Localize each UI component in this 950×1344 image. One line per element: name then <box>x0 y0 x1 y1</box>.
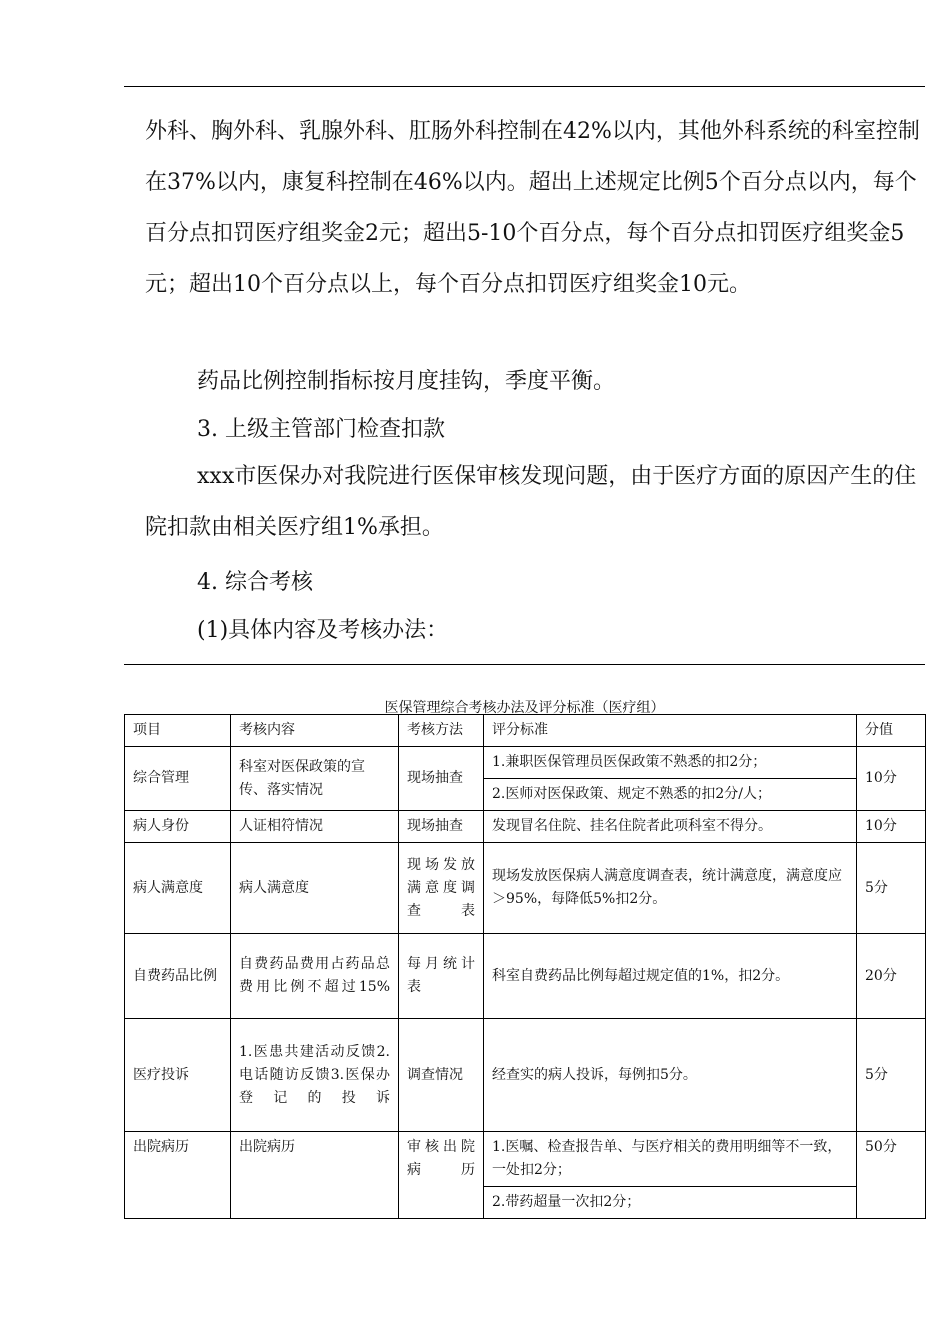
cell-item: 出院病历 <box>125 1132 231 1219</box>
cell-criteria: 现场发放医保病人满意度调查表，统计满意度，满意度应＞95%，每降低5%扣2分。 <box>484 843 857 934</box>
cell-method: 现场抽查 <box>399 811 484 843</box>
cell-criteria: 经查实的病人投诉，每例扣5分。 <box>484 1019 857 1132</box>
cell-score: 5分 <box>857 843 926 934</box>
cell-criteria <box>484 1132 857 1219</box>
criteria-line: 1.兼职医保管理员医保政策不熟悉的扣2分； <box>492 754 767 770</box>
criteria-line: 2.带药超量一次扣2分； <box>484 1186 856 1218</box>
table-row <box>125 843 926 934</box>
header-item: 项目 <box>125 715 231 747</box>
paragraph-deduction: xxx市医保办对我院进行医保审核发现问题，由于医疗方面的原因产生的住院扣款由相关医疗组1%承担。 <box>145 464 917 540</box>
table-row <box>125 1132 926 1219</box>
table-row <box>125 934 926 1019</box>
cell-content: 人证相符情况 <box>231 811 399 843</box>
cell-content: 科室对医保政策的宣传、落实情况 <box>231 747 399 811</box>
table-row <box>125 1019 926 1132</box>
cell-method: 每月统计表 <box>399 934 484 1019</box>
cell-criteria: 科室自费药品比例每超过规定值的1%，扣2分。 <box>484 934 857 1019</box>
criteria-line: 1.医嘱、检查报告单、与医疗相关的费用明细等不一致，一处扣2分； <box>492 1139 842 1178</box>
table-caption: 医保管理综合考核办法及评分标准（医疗组） <box>384 700 665 716</box>
criteria-line: 2.医师对医保政策、规定不熟悉的扣2分/人； <box>484 778 856 810</box>
table-row <box>125 811 926 843</box>
top-rule <box>124 86 925 87</box>
cell-criteria <box>484 747 857 811</box>
heading-section-4-1: (1)具体内容及考核办法： <box>197 618 449 643</box>
cell-content: 自费药品费用占药品总费用比例不超过15% <box>231 934 399 1019</box>
cell-criteria: 发现冒名住院、挂名住院者此项科室不得分。 <box>484 811 857 843</box>
cell-content: 出院病历 <box>231 1132 399 1219</box>
paragraph-monthly-link: 药品比例控制指标按月度挂钩，季度平衡。 <box>197 369 616 394</box>
cell-method: 审核出院病历 <box>399 1132 484 1219</box>
paragraph-drug-ratio: 外科、胸外科、乳腺外科、肛肠外科控制在42%以内，其他外科系统的科室控制在37%以内，康复科控制在46%以内。超出上述规定比例5个百分点以内，每个百分点扣罚医疗组奖金2元；超出5-10个百分点，每个百分点扣罚医疗组奖金5元；超出10个百分点以上，每个百分点扣罚医疗组奖金10元。 <box>145 119 920 297</box>
header-content: 考核内容 <box>231 715 399 747</box>
cell-item: 综合管理 <box>125 747 231 811</box>
header-criteria: 评分标准 <box>484 715 857 747</box>
header-method: 考核方法 <box>399 715 484 747</box>
cell-method: 调查情况 <box>399 1019 484 1132</box>
cell-item: 病人满意度 <box>125 843 231 934</box>
cell-score: 50分 <box>857 1132 926 1219</box>
cell-method: 现场抽查 <box>399 747 484 811</box>
cell-item: 医疗投诉 <box>125 1019 231 1132</box>
table-header-row <box>125 715 926 747</box>
cell-content: 病人满意度 <box>231 843 399 934</box>
table-row <box>125 747 926 811</box>
cell-item: 病人身份 <box>125 811 231 843</box>
assessment-table <box>124 714 926 1219</box>
cell-item: 自费药品比例 <box>125 934 231 1019</box>
section-rule <box>124 664 925 665</box>
cell-content: 1.医患共建活动反馈2.电话随访反馈3.医保办登记的投诉 <box>231 1019 399 1132</box>
heading-section-4: 4. 综合考核 <box>197 570 313 595</box>
cell-score: 5分 <box>857 1019 926 1132</box>
header-score: 分值 <box>857 715 926 747</box>
heading-section-3: 3. 上级主管部门检查扣款 <box>197 417 445 442</box>
cell-score: 10分 <box>857 747 926 811</box>
cell-score: 10分 <box>857 811 926 843</box>
cell-method: 现场发放满意度调查表 <box>399 843 484 934</box>
cell-score: 20分 <box>857 934 926 1019</box>
